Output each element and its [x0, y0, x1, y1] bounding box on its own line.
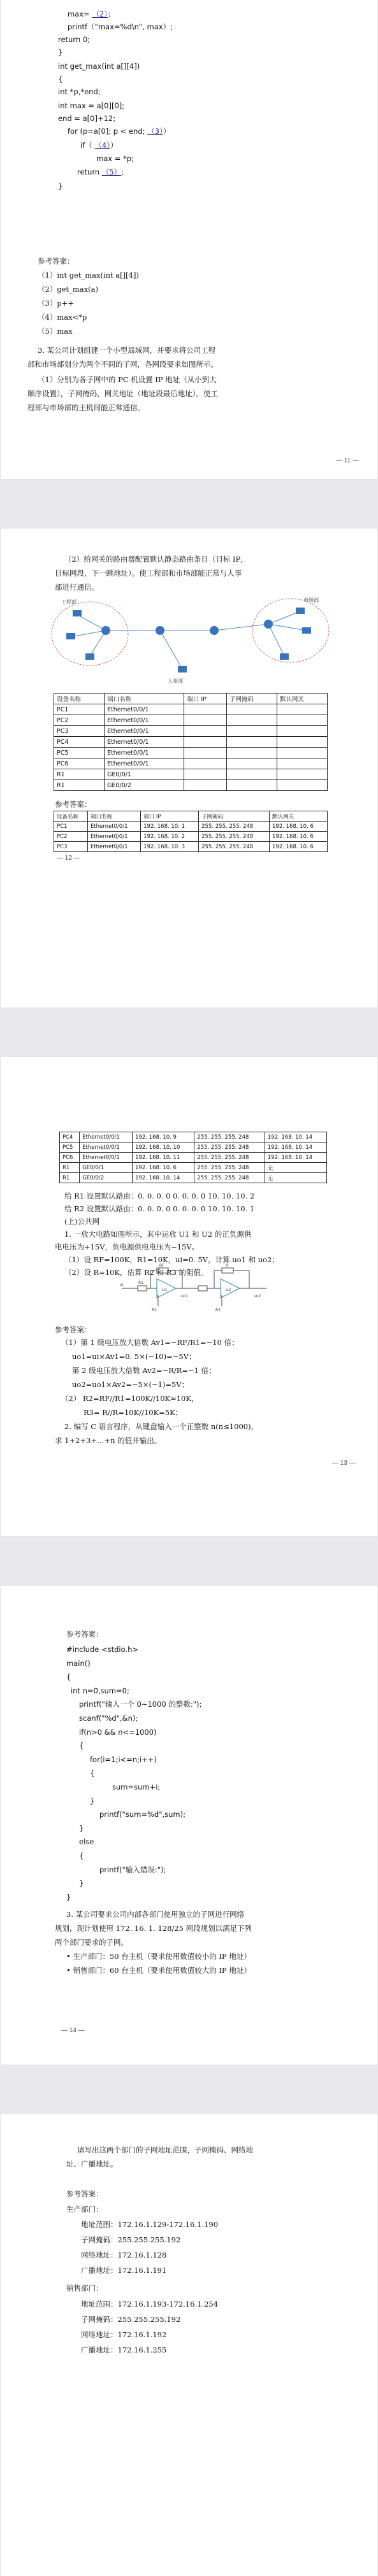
column-header: 默认网关 — [270, 811, 328, 822]
code-text: max= — [68, 10, 92, 18]
table-row — [60, 1142, 327, 1153]
table-cell: 192. 168. 10. 6 — [270, 822, 328, 832]
answer-line: uo2=uo1×Av2=−5×(−1)=5V； — [72, 1380, 189, 1389]
field-label: 子网掩码： — [81, 2315, 118, 2324]
production-row — [81, 2219, 218, 2230]
table-cell: 192. 168. 10. 14 — [265, 1132, 326, 1142]
code-line: main() — [66, 1658, 91, 1668]
table-cell: 192. 168. 10. 2 — [141, 832, 199, 842]
code-line: int n=0,sum=0; — [71, 1686, 129, 1695]
code-text-tail: ） — [163, 127, 171, 136]
table-cell: 无 — [265, 1173, 326, 1183]
code-text: { — [58, 75, 63, 83]
label-marketing: 市场部 — [303, 597, 319, 603]
sales-row — [81, 2345, 166, 2355]
sales-row — [81, 2299, 218, 2309]
code-line: printf("输入一个 0~1000 的整数:"); — [79, 1700, 202, 1709]
table-cell — [184, 704, 227, 715]
table-cell — [226, 769, 277, 780]
code-line: } — [79, 1823, 84, 1833]
table-cell — [277, 758, 327, 769]
table-row — [54, 832, 328, 842]
code-line — [80, 140, 117, 150]
answer-item: （1）int get_max(int a[][4]) — [38, 271, 139, 280]
code-text: printf（"max=%d\n", max）; — [68, 22, 173, 31]
question-line: 部和市场部划分为两个不同的子网，各网段要求如图所示。 — [27, 360, 218, 369]
table-cell — [184, 737, 227, 748]
question-line: 3. 某公司要求公司内部各部门使用独立的子网进行网络 — [66, 1910, 245, 1919]
code-text: int max = a[0][0]; — [58, 101, 125, 110]
table-cell: Ethernet0/0/1 — [105, 726, 184, 737]
table-row — [60, 1132, 327, 1142]
field-value: 255.255.255.192 — [117, 2315, 181, 2324]
code-line: } — [79, 1879, 84, 1888]
table-cell: 192. 168. 10. 6 — [133, 1163, 194, 1173]
question-line: 两个部门要求的子网。 — [55, 1938, 128, 1947]
page-5 — [1, 2114, 377, 2576]
code-line — [58, 87, 101, 97]
answer-blank: （3） — [147, 127, 163, 136]
question-line: 部进行通信。 — [55, 583, 99, 592]
table-cell — [277, 726, 327, 737]
answer-item: （4）max<*p — [38, 313, 87, 322]
table-cell — [184, 748, 227, 758]
table-cell: PC1 — [54, 822, 88, 832]
code-line — [58, 74, 62, 84]
question-line: 1. 一放大电路如图所示，其中运放 U1 和 U2 的正负源供 — [64, 1230, 252, 1239]
table-row — [60, 1163, 327, 1173]
table-cell: Ethernet0/0/1 — [87, 842, 140, 852]
column-header: 默认网关 — [277, 694, 327, 704]
table-row — [54, 769, 328, 780]
table-cell — [226, 704, 277, 715]
table-cell: PC3 — [54, 726, 105, 737]
table-cell: 192. 168. 10. 3 — [141, 842, 199, 852]
table-cell: R1 — [60, 1163, 80, 1173]
label-ui: ui — [120, 1283, 124, 1287]
table-cell: Ethernet0/0/1 — [105, 758, 184, 769]
production-title: 生产部门： — [66, 2205, 103, 2214]
question-line: (上)公共网 — [64, 1217, 99, 1226]
question-line: • 销售部门：60 台主机（要求使用数值较大的 IP 地址） — [66, 1966, 251, 1975]
code-line: { — [79, 1741, 84, 1751]
code-text: } — [58, 48, 63, 57]
field-label: 网络地址： — [81, 2251, 118, 2259]
table-cell: 255. 255. 255. 248 — [194, 1163, 265, 1173]
code-line: printf("输入错误:"); — [99, 1865, 166, 1874]
table-cell: 192. 168. 10. 14 — [265, 1142, 326, 1153]
answer-title: 参考答案： — [38, 257, 75, 266]
production-row — [81, 2265, 166, 2275]
code-line — [68, 22, 173, 32]
code-text: int get_max(int a[][4]) — [58, 62, 140, 71]
code-text: } — [58, 181, 63, 190]
question-line: 规划，现计划使用 172. 16. 1. 128/25 网段规划以满足下列 — [55, 1924, 252, 1933]
answer-line: uo1=ui×Av1=0. 5×(−10)=−5V； — [72, 1352, 196, 1361]
code-text: max = *p; — [96, 154, 134, 163]
column-header: 端口 IP — [184, 694, 227, 704]
code-line: } — [90, 1796, 95, 1805]
table-cell: 255. 255. 255. 248 — [194, 1132, 265, 1142]
table-cell — [184, 769, 227, 780]
answer-title: 参考答案： — [66, 1630, 103, 1639]
table-row — [60, 1173, 327, 1183]
table-cell — [184, 726, 227, 737]
question-line: • 生产部门：50 台主机（要求使用数值较小的 IP 地址） — [66, 1952, 251, 1961]
answer-title: 参考答案： — [66, 2189, 103, 2198]
field-label: 地址范围： — [81, 2300, 118, 2309]
field-value: 172.16.1.129-172.16.1.190 — [117, 2220, 219, 2229]
table-cell: PC6 — [54, 758, 105, 769]
table-cell — [277, 715, 327, 726]
code-text-tail: ; — [121, 167, 124, 176]
answer-line: 第 2 级电压放大倍数 Av2=−R/R=−1 倍； — [72, 1366, 216, 1375]
question-line: （2）设 R=10K，估算 R2 和 R3 的阻值。 — [64, 1268, 208, 1277]
column-header: 子网掩码 — [226, 694, 277, 704]
page-number: — 13 — — [332, 1460, 356, 1467]
answer-table-continued — [59, 1132, 327, 1183]
code-line: { — [79, 1851, 84, 1860]
code-text: if（ — [80, 141, 95, 150]
table-cell: Ethernet0/0/1 — [105, 715, 184, 726]
table-cell: 255. 255. 255. 248 — [194, 1153, 265, 1163]
answer-line: （2） R2=RF//R1=100K//10K≈10K， — [61, 1394, 199, 1403]
production-row — [81, 2250, 166, 2260]
code-line — [96, 153, 134, 164]
code-text-tail: ； — [107, 10, 115, 18]
table-cell: GE0/0/1 — [105, 769, 184, 780]
column-header: 子网掩码 — [199, 811, 270, 822]
table-cell: PC2 — [54, 832, 88, 842]
label-engineering: 工程部 — [61, 599, 76, 605]
table-cell — [184, 715, 227, 726]
answer-item: （3）p++ — [38, 299, 74, 308]
table-cell: 192. 168. 10. 6 — [270, 842, 328, 852]
table-row — [54, 748, 328, 758]
field-label: 广播地址： — [81, 2345, 118, 2354]
answer-line: （1）第 1 级电压放大倍数 Av1=−RF/R1=−10 倍； — [61, 1338, 239, 1347]
code-text-tail: ） — [110, 141, 118, 150]
table-cell: PC5 — [54, 748, 105, 758]
sales-row — [81, 2314, 180, 2324]
page-1 — [1, 0, 377, 479]
answer-title: 参考答案： — [55, 1325, 92, 1334]
code-line: sum=sum+i; — [112, 1783, 161, 1791]
field-value: 172.16.1.193-172.16.1.254 — [117, 2300, 219, 2309]
sales-title: 销售部门： — [66, 2284, 103, 2293]
table-cell: 192. 168. 10. 1 — [141, 822, 199, 832]
answer-item: （2）get_max(a) — [38, 285, 98, 294]
question-line: （2）给网关的路由器配置默认静态路由条目（目标 IP， — [64, 555, 248, 564]
question-line: 3. 某公司计划组建一个小型局域网，并要求将公司工程 — [38, 346, 216, 355]
field-value: 255.255.255.192 — [117, 2235, 181, 2244]
table-cell — [277, 748, 327, 758]
table-cell: Ethernet0/0/1 — [105, 748, 184, 758]
table-cell: 255. 255. 255. 248 — [194, 1142, 265, 1153]
table-cell: Ethernet0/0/1 — [87, 822, 140, 832]
code-line: scanf("%d",&n); — [79, 1714, 138, 1723]
code-line — [58, 61, 140, 71]
table-cell: PC1 — [54, 704, 105, 715]
table-cell: GE0/0/2 — [80, 1173, 133, 1183]
table-cell: PC6 — [60, 1153, 80, 1163]
code-line — [58, 101, 124, 111]
answer-line: 2. 编写 C 语言程序，从键盘输入一个正整数 n(n≤1000)， — [64, 1422, 259, 1431]
label-u2: U2 — [226, 1288, 231, 1292]
question-line: （1）分别为各子网中的 PC 机设置 IP 地址（从小到大 — [38, 375, 217, 384]
code-line: printf("sum=%d",sum); — [99, 1810, 185, 1819]
label-r1: R1 — [138, 1281, 143, 1285]
answer-line: 求 1+2+3+…+n 的值并输出。 — [55, 1436, 162, 1445]
code-line: else — [79, 1837, 94, 1847]
question-line: 顺序设置），子网掩码，网关地址（地址段最后地址）。使工 — [27, 389, 218, 398]
code-line: #include <stdio.h> — [66, 1645, 139, 1654]
column-header: 设备名称 — [54, 694, 105, 704]
column-header: 设备名称 — [54, 811, 88, 822]
table-cell: 192. 168. 10. 9 — [133, 1132, 194, 1142]
page-number: — 11 — — [336, 457, 359, 464]
question-line: 给 R2 设置默认路由：0. 0. 0. 0 0. 0. 0. 0 10. 10. 10. 1 — [64, 1204, 255, 1213]
table-cell — [226, 726, 277, 737]
code-line — [58, 34, 90, 45]
code-line: } — [66, 1892, 71, 1902]
page-number: — 12 — — [57, 855, 80, 862]
question-line: 请写出这两个部门的子网地址范围，子网掩码、网络地 — [77, 2145, 253, 2154]
production-row — [81, 2235, 180, 2245]
field-value: 172.16.1.192 — [117, 2330, 167, 2339]
table-cell: PC2 — [54, 715, 105, 726]
answer-blank: （5） — [101, 167, 122, 176]
table-header-row — [54, 811, 328, 822]
table-cell: PC5 — [60, 1142, 80, 1153]
answer-item: （5）max — [38, 327, 73, 336]
table-row — [54, 726, 328, 737]
question-line: 址、广播地址。 — [66, 2160, 118, 2168]
table-cell: 无 — [265, 1163, 326, 1173]
answer-title: 参考答案： — [55, 800, 92, 809]
code-line: for(i=1;i<=n;i++) — [90, 1754, 157, 1764]
table-cell: Ethernet0/0/1 — [87, 832, 140, 842]
code-text: end = a[0]+12; — [58, 114, 116, 123]
table-cell: 192. 168. 10. 14 — [133, 1173, 194, 1183]
code-text: return — [77, 167, 102, 176]
label-uo2: uo2 — [254, 1294, 261, 1299]
label-u1: U1 — [162, 1288, 168, 1292]
table-cell — [277, 780, 327, 791]
field-label: 广播地址： — [81, 2266, 118, 2275]
table-cell: R1 — [60, 1173, 80, 1183]
field-value: 172.16.1.128 — [117, 2251, 167, 2259]
table-row — [54, 704, 328, 715]
code-line: if(n>0 && n<=1000) — [79, 1727, 157, 1737]
table-cell — [226, 758, 277, 769]
answer-line: R3= R//R=10K//10K=5K； — [84, 1408, 183, 1417]
label-r2: R2 — [152, 1308, 157, 1313]
question-line: （1）设 RF=100K，R1=10K，ui=0. 5V，计算 uo1 和 uo2； — [64, 1255, 279, 1264]
column-header: 端口名称 — [87, 811, 140, 822]
table-cell: PC4 — [60, 1132, 80, 1142]
column-header: 端口名称 — [105, 694, 184, 704]
code-line — [58, 47, 62, 57]
code-line — [58, 181, 62, 191]
table-cell: R1 — [54, 780, 105, 791]
table-cell: Ethernet0/0/1 — [105, 737, 184, 748]
code-line — [77, 167, 124, 177]
table-cell — [277, 704, 327, 715]
table-row — [60, 1153, 327, 1163]
table-cell: Ethernet0/0/1 — [80, 1142, 133, 1153]
table-row — [54, 780, 328, 791]
amplifier-circuit — [119, 1263, 272, 1314]
page-2 — [1, 529, 377, 1007]
code-text: int *p,*end; — [58, 87, 101, 96]
table-row — [54, 737, 328, 748]
table-cell: Ethernet0/0/1 — [105, 704, 184, 715]
code-line — [58, 113, 115, 124]
table-cell: PC3 — [54, 842, 88, 852]
answer-blank: （2） — [92, 10, 108, 18]
page-4 — [1, 1586, 377, 2065]
code-line: { — [90, 1768, 95, 1778]
table-row — [54, 842, 328, 852]
table-cell: 255. 255. 255. 248 — [199, 842, 270, 852]
code-line — [68, 126, 170, 136]
sales-row — [81, 2330, 166, 2340]
blank-table — [54, 693, 328, 791]
table-cell — [184, 780, 227, 791]
answer-blank: （4） — [94, 141, 110, 150]
table-cell: 192. 168. 10. 6 — [270, 832, 328, 842]
code-text: for (p=a[0]; p < end; — [68, 127, 148, 136]
table-row — [54, 758, 328, 769]
field-label: 子网掩码： — [81, 2235, 118, 2244]
question-line: 目标网段，下一跳地址）。使工程部和市场部能正常与人事 — [55, 569, 242, 578]
table-cell — [226, 748, 277, 758]
table-cell: 255. 255. 255. 248 — [194, 1173, 265, 1183]
table-cell: GE0/0/1 — [80, 1163, 133, 1173]
table-cell — [277, 737, 327, 748]
field-label: 网络地址： — [81, 2330, 118, 2339]
table-row — [54, 715, 328, 726]
table-cell: 255. 255. 255. 248 — [199, 832, 270, 842]
table-cell — [277, 769, 327, 780]
label-hr: 人事部 — [168, 678, 183, 684]
table-cell: Ethernet0/0/1 — [80, 1153, 133, 1163]
code-text: return 0; — [58, 35, 91, 44]
question-line: 电电压为+15V，负电源供电电压为−15V。 — [55, 1242, 200, 1251]
table-cell: 255. 255. 255. 248 — [199, 822, 270, 832]
question-line: 给 R1 设置默认路由：0. 0. 0. 0 0. 0. 0. 0 10. 10. 10. 2 — [64, 1192, 255, 1200]
table-cell — [226, 780, 277, 791]
table-cell — [226, 715, 277, 726]
field-value: 172.16.1.255 — [117, 2345, 167, 2354]
field-value: 172.16.1.191 — [117, 2266, 167, 2275]
label-r: R — [226, 1263, 229, 1268]
label-uo1: uo1 — [181, 1294, 189, 1299]
table-cell: 192. 168. 10. 14 — [265, 1153, 326, 1163]
page-number: — 14 — — [61, 2027, 85, 2034]
page-3 — [1, 1057, 377, 1536]
table-cell: Ethernet0/0/1 — [80, 1132, 133, 1142]
column-header: 端口 IP — [141, 811, 199, 822]
label-rf: RF — [159, 1263, 164, 1268]
table-row — [54, 822, 328, 832]
answer-table — [54, 811, 328, 852]
table-header-row — [54, 694, 328, 704]
table-cell: R1 — [54, 769, 105, 780]
table-cell: GE0/0/2 — [105, 780, 184, 791]
table-cell: PC4 — [54, 737, 105, 748]
table-cell — [184, 758, 227, 769]
table-cell: 192. 168. 10. 10 — [133, 1142, 194, 1153]
label-r3: R3 — [215, 1308, 221, 1313]
code-line — [68, 9, 115, 19]
table-cell — [226, 737, 277, 748]
table-cell: 192. 168. 10. 11 — [133, 1153, 194, 1163]
field-label: 地址范围： — [81, 2220, 118, 2229]
network-diagram — [1, 592, 377, 688]
question-line: 程部与市场部的主机间能正常通信。 — [27, 403, 145, 412]
code-line: { — [66, 1672, 71, 1682]
